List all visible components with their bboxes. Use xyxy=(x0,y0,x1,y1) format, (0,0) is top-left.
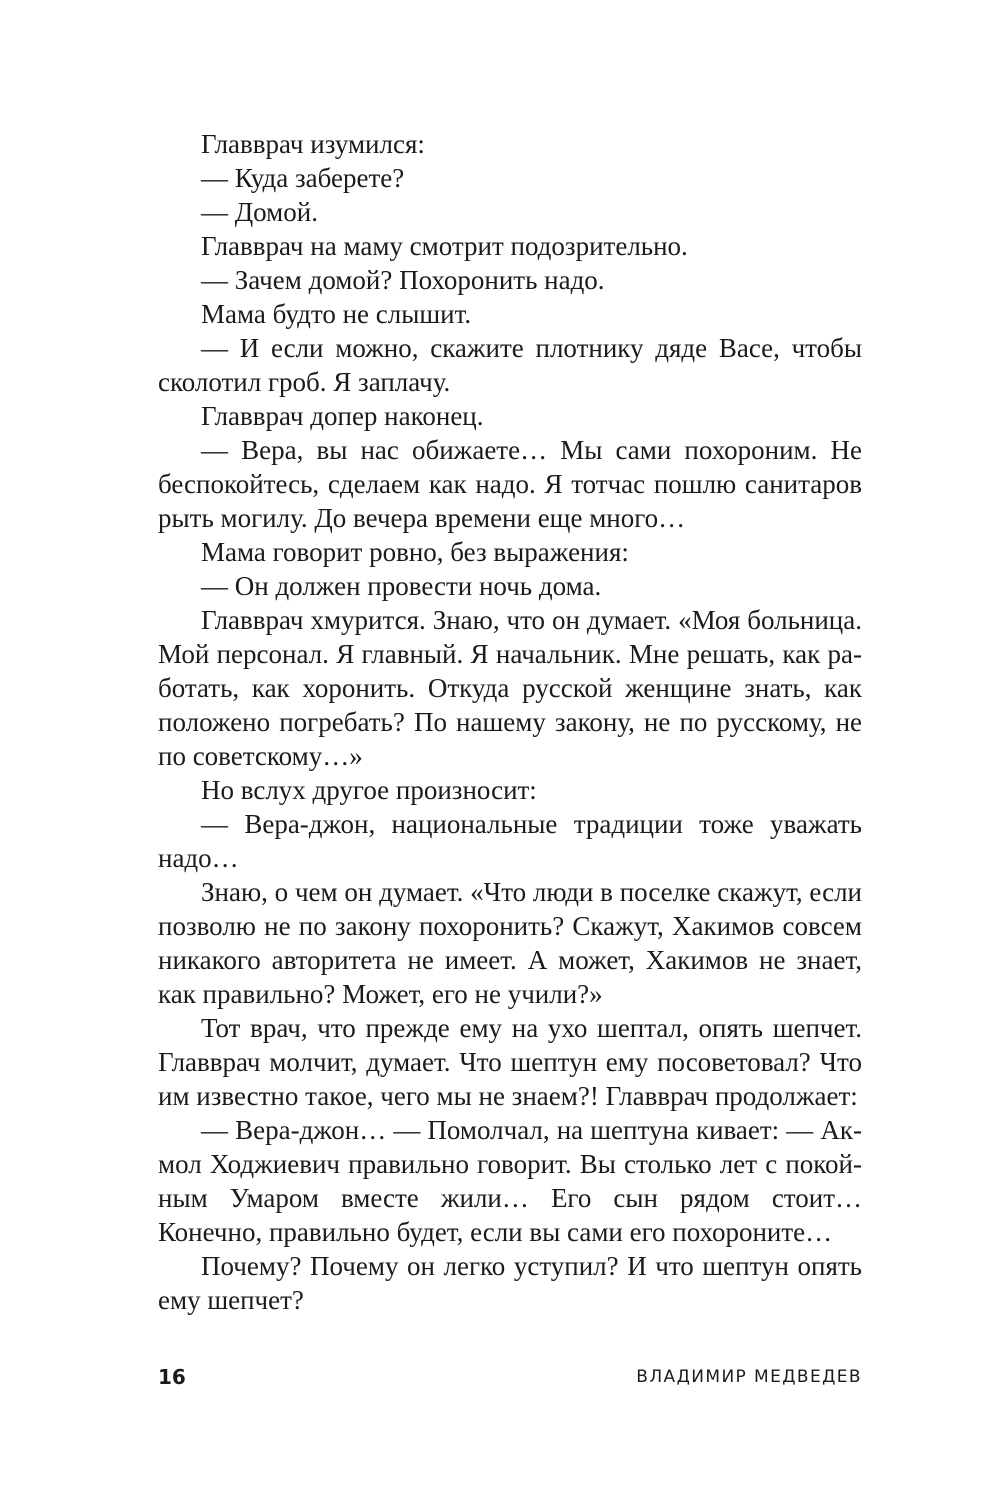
body-text xyxy=(158,127,862,1317)
paragraph: — Вера-джон… — Помолчал, на шептуна кивает: — Акмол Ходжиевич правильно говорит. Вы столько лет с покойным Умаром вместе жили… Его сын рядом стоит… Конечно, правильно будет, если вы сами его похороните… xyxy=(158,1115,862,1247)
paragraph: — И если можно, скажите плотнику дяде Васе, чтобы сколотил гроб. Я заплачу. xyxy=(158,333,862,397)
paragraph: Мама будто не слышит. xyxy=(201,299,472,329)
paragraph: Главврач изумился: xyxy=(201,129,425,159)
paragraph: — Вера-джон, национальные традиции тоже уважать надо… xyxy=(158,809,862,873)
paragraph: — Он должен провести ночь дома. xyxy=(201,571,602,601)
paragraph: — Домой. xyxy=(201,197,318,227)
paragraph: Главврач хмурится. Знаю, что он думает. «Моя больница. Мой персонал. Я главный. Я начальник. Мне решать, как работать, как хоронить. Откуда русской женщине знать, как положено погребать? По нашему закону, не по русскому, не по советскому…» xyxy=(158,605,862,771)
paragraph: Главврач на маму смотрит подозрительно. xyxy=(201,231,688,261)
page-footer xyxy=(158,1362,862,1392)
paragraph: Главврач допер наконец. xyxy=(201,401,484,431)
paragraph: Тот врач, что прежде ему на ухо шептал, опять шепчет. Главврач молчит, думает. Что шептун ему посоветовал? Что им известно такое, чего мы не знаем?! Главврач продолжает: xyxy=(158,1013,862,1111)
paragraph: Но вслух другое произносит: xyxy=(201,775,537,805)
paragraph: Мама говорит ровно, без выражения: xyxy=(201,537,629,567)
paragraph: — Вера, вы нас обижаете… Мы сами похороним. Не беспокойтесь, сделаем как надо. Я тотчас пошлю санитаров рыть могилу. До вечера времени еще много… xyxy=(158,435,862,533)
page-number: 16 xyxy=(158,1365,186,1389)
paragraph: — Куда заберете? xyxy=(201,163,405,193)
paragraph: Почему? Почему он легко уступил? И что шептун опять ему шепчет? xyxy=(158,1251,862,1315)
paragraph: — Зачем домой? Похоронить надо. xyxy=(201,265,605,295)
author-running-head: ВЛАДИМИР МЕДВЕДЕВ xyxy=(636,1367,862,1387)
paragraph: Знаю, о чем он думает. «Что люди в поселке скажут, если позволю не по закону похоронить? Скажут, Хакимов совсем никакого авторитета не имеет. А может, Хакимов не знает, как правильно? Может, его не учили?» xyxy=(158,877,862,1009)
